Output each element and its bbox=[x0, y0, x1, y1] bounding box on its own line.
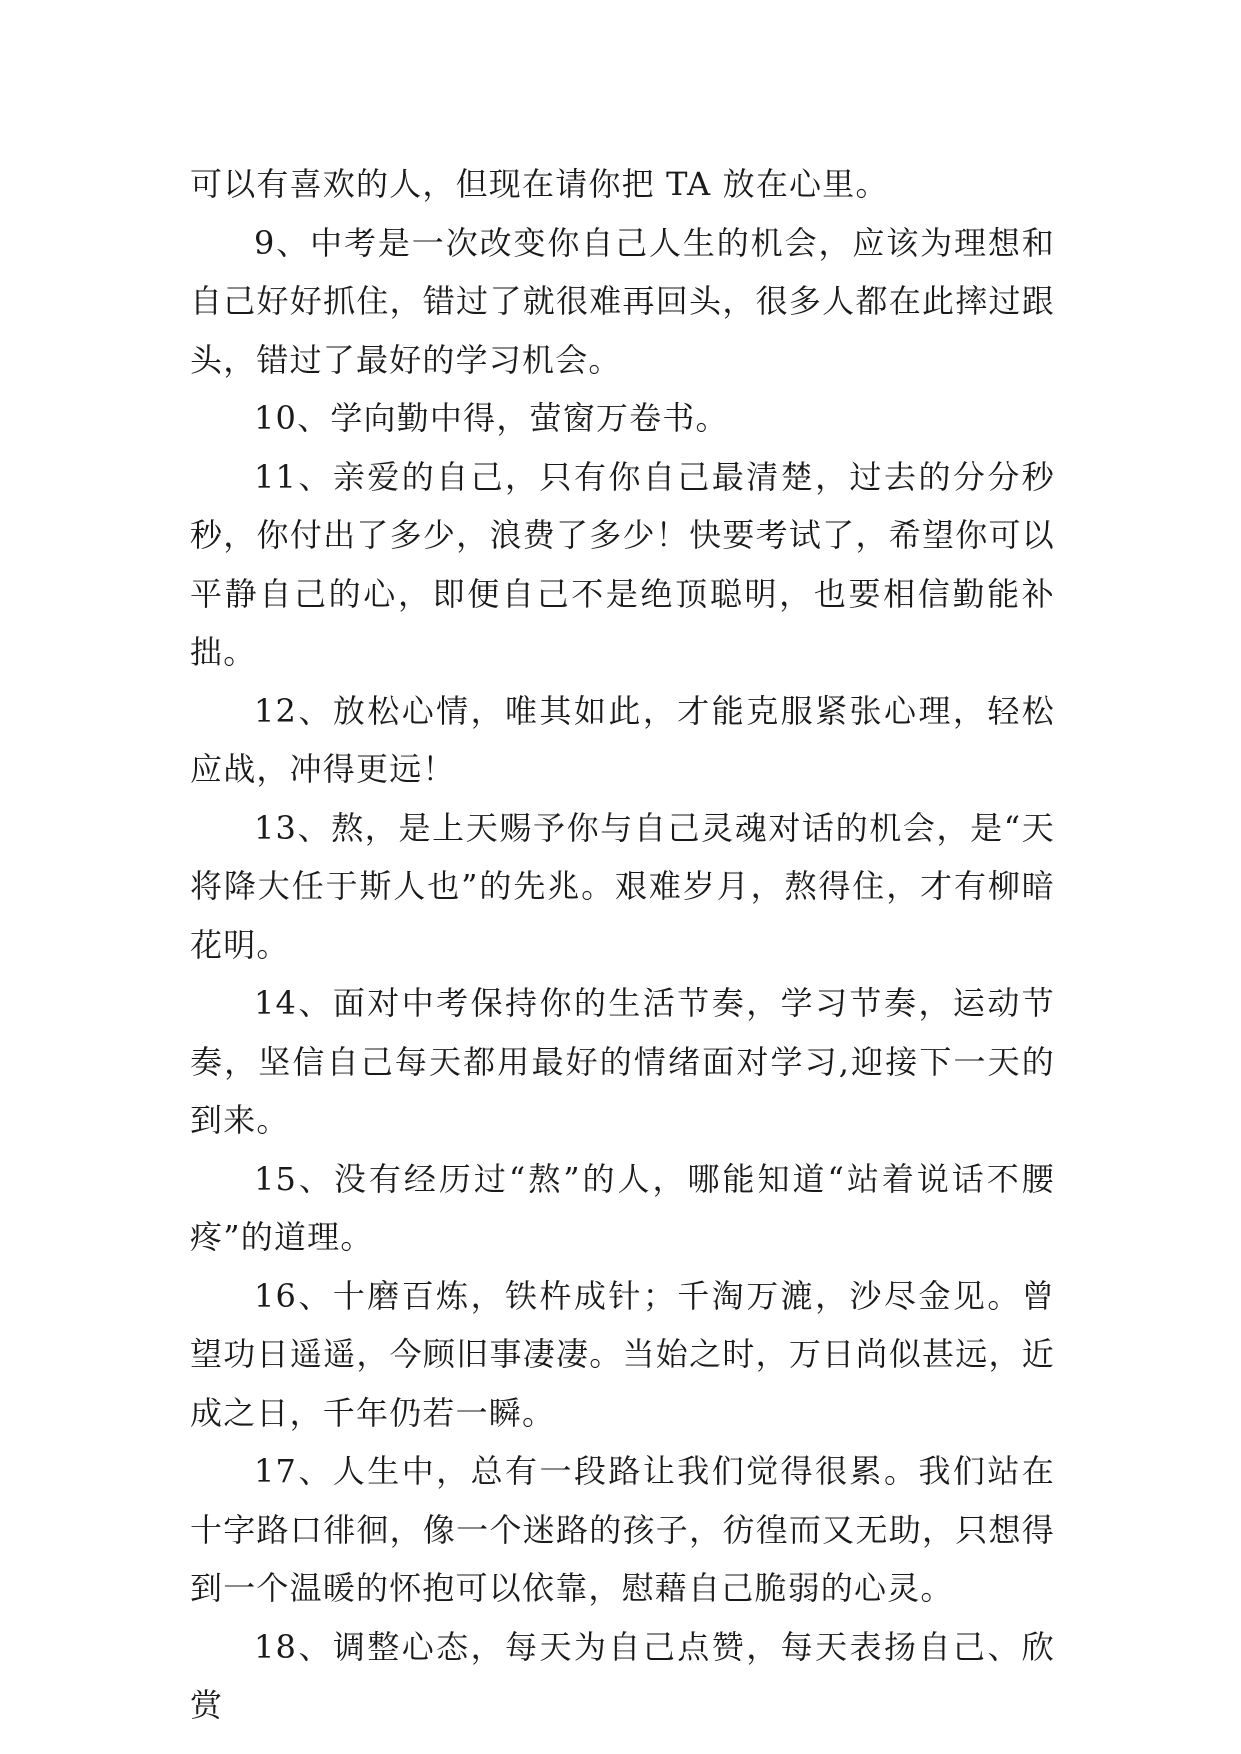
paragraph-continuation: 可以有喜欢的人，但现在请你把 TA 放在心里。 bbox=[190, 165, 889, 203]
paragraph-item-10: 10、学向勤中得，萤窗万卷书。 bbox=[254, 399, 729, 437]
paragraph-item-14: 14、面对中考保持你的生活节奏，学习节奏，运动节奏，坚信自己每天都用最好的情绪面对学习,迎接下一天的到来。 bbox=[190, 984, 1055, 1139]
body-text bbox=[190, 155, 1055, 1735]
paragraph-item-17: 17、人生中，总有一段路让我们觉得很累。我们站在十字路口徘徊，像一个迷路的孩子，彷徨而又无助，只想得到一个温暖的怀抱可以依靠，慰藉自己脆弱的心灵。 bbox=[190, 1452, 1055, 1607]
paragraph-item-13: 13、熬，是上天赐予你与自己灵魂对话的机会，是“天将降大任于斯人也”的先兆。艰难岁月，熬得住，才有柳暗花明。 bbox=[190, 808, 1055, 964]
paragraph-item-16: 16、十磨百炼，铁杵成针；千淘万漉，沙尽金见。曾望功日遥遥，今顾旧事凄凄。当始之时，万日尚似甚远，近成之日，千年仍若一瞬。 bbox=[190, 1276, 1055, 1432]
paragraph-item-18: 18、调整心态，每天为自己点赞，每天表扬自己、欣赏 bbox=[190, 1627, 1055, 1724]
paragraph-item-15: 15、没有经历过“熬”的人，哪能知道“站着说话不腰疼”的道理。 bbox=[190, 1159, 1055, 1256]
paragraph-item-11: 11、亲爱的自己，只有你自己最清楚，过去的分分秒秒，你付出了多少，浪费了多少！快要考试了，希望你可以平静自己的心，即便自己不是绝顶聪明，也要相信勤能补拙。 bbox=[190, 457, 1055, 671]
paragraph-item-9: 9、中考是一次改变你自己人生的机会，应该为理想和自己好好抓住，错过了就很难再回头，很多人都在此摔过跟头，错过了最好的学习机会。 bbox=[190, 223, 1055, 379]
paragraph-item-12: 12、放松心情，唯其如此，才能克服紧张心理，轻松应战，冲得更远！ bbox=[190, 691, 1055, 788]
